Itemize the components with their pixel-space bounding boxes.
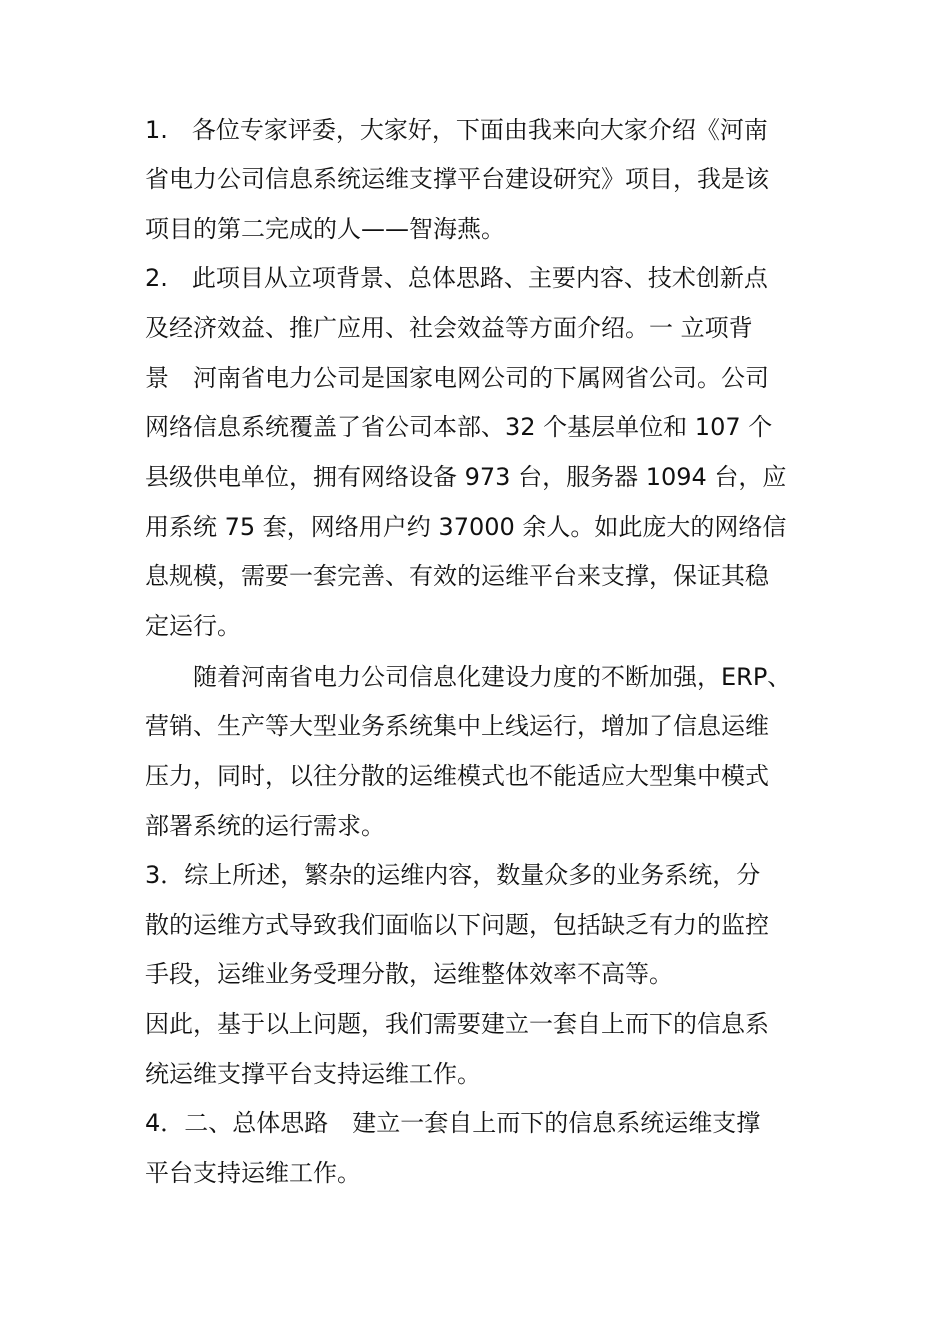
text-line: 手段，运维业务受理分散，运维整体效率不高等。	[145, 960, 673, 988]
text-line: 用系统 75 套，网络用户约 37000 余人。如此庞大的网络信	[145, 513, 787, 541]
text-line: 3．综上所述，繁杂的运维内容，数量众多的业务系统，分	[145, 861, 761, 889]
text-line: 省电力公司信息系统运维支撑平台建设研究》项目，我是该	[145, 165, 769, 193]
text-line: 营销、生产等大型业务系统集中上线运行，增加了信息运维	[145, 712, 769, 740]
text-line: 平台支持运维工作。	[145, 1159, 361, 1187]
text-line: 1. 各位专家评委，大家好，下面由我来向大家介绍《河南	[145, 116, 768, 144]
text-line: 随着河南省电力公司信息化建设力度的不断加强，ERP、	[145, 663, 792, 691]
text-line: 压力，同时，以往分散的运维模式也不能适应大型集中模式	[145, 762, 769, 790]
text-line: 因此，基于以上问题，我们需要建立一套自上而下的信息系	[145, 1010, 769, 1038]
text-line: 项目的第二完成的人——智海燕。	[145, 215, 505, 243]
text-line: 部署系统的运行需求。	[145, 812, 385, 840]
text-line: 景 河南省电力公司是国家电网公司的下属网省公司。公司	[145, 364, 769, 392]
text-line: 定运行。	[145, 612, 241, 640]
text-line: 4．二、总体思路 建立一套自上而下的信息系统运维支撑	[145, 1109, 761, 1137]
text-line: 及经济效益、推广应用、社会效益等方面介绍。一 立项背	[145, 314, 753, 342]
text-line: 息规模，需要一套完善、有效的运维平台来支撑，保证其稳	[145, 562, 769, 590]
text-line: 散的运维方式导致我们面临以下问题，包括缺乏有力的监控	[145, 911, 769, 939]
text-line: 县级供电单位，拥有网络设备 973 台，服务器 1094 台，应	[145, 463, 787, 491]
text-line: 2. 此项目从立项背景、总体思路、主要内容、技术创新点	[145, 264, 768, 292]
text-line: 统运维支撑平台支持运维工作。	[145, 1060, 481, 1088]
text-line: 网络信息系统覆盖了省公司本部、32 个基层单位和 107 个	[145, 413, 773, 441]
